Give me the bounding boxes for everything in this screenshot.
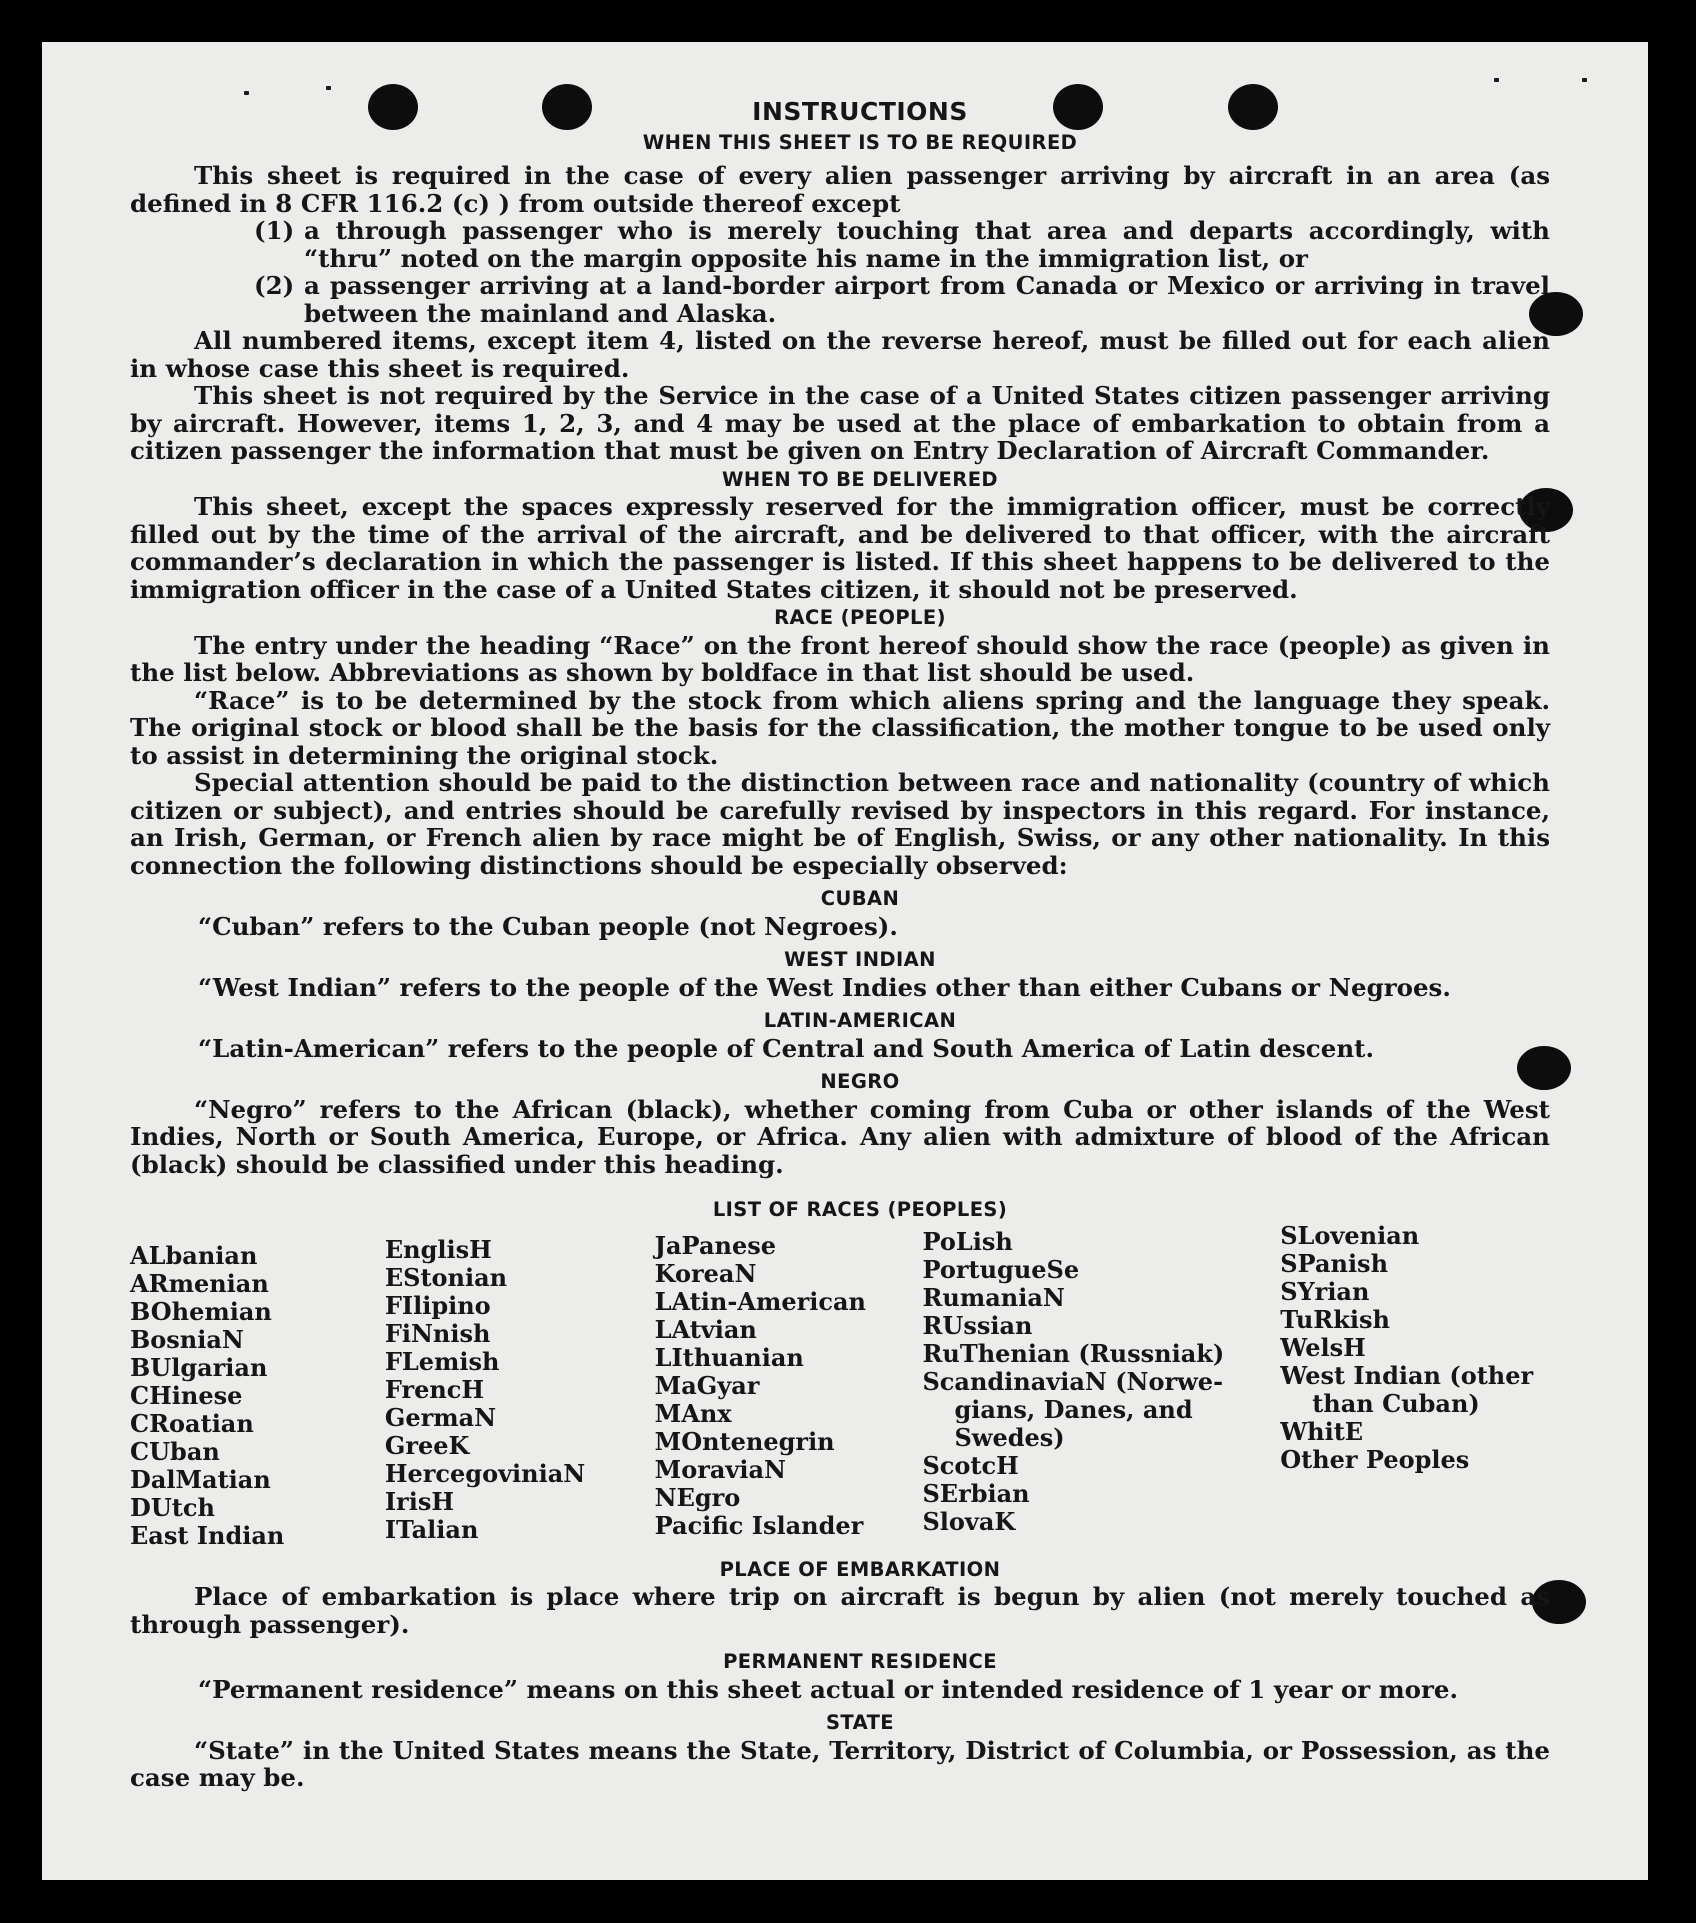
race-entry: Pacific Islander bbox=[654, 1510, 864, 1540]
race-entry: RumaniaN bbox=[922, 1282, 1065, 1312]
race-entry: GermaN bbox=[384, 1402, 497, 1432]
section-heading: STATE bbox=[825, 1711, 895, 1734]
section-heading: PLACE OF EMBARKATION bbox=[719, 1557, 1001, 1581]
race-entry: SlovaK bbox=[922, 1506, 1016, 1536]
race-entry: West Indian (other bbox=[1280, 1360, 1534, 1390]
race-entry: PoLish bbox=[922, 1226, 1013, 1256]
race-entry: CHinese bbox=[130, 1380, 243, 1410]
race-column bbox=[130, 1228, 385, 1550]
race-entry: SErbian bbox=[922, 1478, 1030, 1508]
race-entry: ScandinaviaN (Norwe- bbox=[922, 1366, 1224, 1396]
race-entry: DUtch bbox=[130, 1492, 215, 1522]
race-entry: JaPanese bbox=[654, 1230, 776, 1260]
section-heading: LIST OF RACES (PEOPLES) bbox=[712, 1198, 1008, 1221]
race-entry: LAtvian bbox=[654, 1314, 757, 1344]
paragraph: Special attention should be paid to the distinction between race and nationality (country of which citizen or subject), and entries should be carefully revised by inspectors in this regard. For instance, an Irish, German, or French alien by race might be of English, Swiss, or any other nationality. In this connection the following distinctions should be especially observed: bbox=[130, 768, 1550, 880]
race-entry: MOntenegrin bbox=[654, 1426, 835, 1456]
list-item bbox=[254, 217, 1550, 272]
race-entry: FIlipino bbox=[384, 1290, 491, 1320]
definition: “West Indian” refers to the people of the West Indies other than either Cubans or Negroes. bbox=[198, 972, 1451, 1002]
race-entry: LIthuanian bbox=[654, 1342, 804, 1372]
race-entry: LAtin-American bbox=[654, 1286, 866, 1316]
race-entry: FLemish bbox=[384, 1346, 500, 1376]
speck bbox=[1494, 78, 1499, 82]
race-entry: PortugueSe bbox=[922, 1254, 1080, 1284]
race-entry: than Cuban) bbox=[1312, 1388, 1480, 1418]
section-heading: NEGRO bbox=[820, 1070, 900, 1093]
paragraph: “Race” is to be determined by the stock from which aliens spring and the language they speak. The original stock or blood shall be the basis for the classification, the mother tongue to be used only to assist in determining the original stock. bbox=[130, 685, 1550, 770]
definition: “Cuban” refers to the Cuban people (not Negroes). bbox=[198, 911, 898, 941]
section-heading: WHEN TO BE DELIVERED bbox=[721, 467, 999, 491]
race-entry: EStonian bbox=[384, 1262, 508, 1292]
race-entry: SLovenian bbox=[1280, 1220, 1420, 1250]
item-text: a through passenger who is merely touching that area and departs accordingly, with “thru” noted on the margin opposite his name in the immigration list, or bbox=[304, 216, 1550, 273]
race-entry: ALbanian bbox=[130, 1240, 258, 1270]
race-entry: KoreaN bbox=[654, 1258, 757, 1288]
race-column bbox=[385, 1228, 655, 1550]
race-entry: MoraviaN bbox=[654, 1454, 786, 1484]
race-entry: WhitE bbox=[1280, 1416, 1364, 1446]
section-heading: LATIN-AMERICAN bbox=[763, 1009, 957, 1032]
race-list bbox=[130, 1220, 1550, 1550]
race-entry: ITalian bbox=[384, 1514, 479, 1544]
race-column bbox=[922, 1228, 1280, 1550]
race-entry: WelsH bbox=[1280, 1332, 1366, 1362]
race-entry: East Indian bbox=[130, 1520, 285, 1550]
race-entry: TuRkish bbox=[1280, 1304, 1390, 1334]
instructions-content bbox=[130, 98, 1550, 1792]
definition: “Negro” refers to the African (black), whether coming from Cuba or other islands of the West Indies, North or South America, Europe, or Africa. Any alien with admixture of blood of the African (black) should be classified under this heading. bbox=[130, 1094, 1550, 1179]
page-title: INSTRUCTIONS bbox=[752, 97, 968, 126]
race-column bbox=[1280, 1222, 1550, 1550]
race-entry: BUlgarian bbox=[130, 1352, 268, 1382]
race-entry: SYrian bbox=[1280, 1276, 1370, 1306]
paragraph: All numbered items, except item 4, listed on the reverse hereof, must be filled out for each alien in whose case this sheet is required. bbox=[130, 326, 1550, 383]
section-heading: PERMANENT RESIDENCE bbox=[723, 1650, 997, 1673]
section-heading: RACE (PEOPLE) bbox=[774, 606, 946, 629]
section-heading: WHEN THIS SHEET IS TO BE REQUIRED bbox=[642, 130, 1078, 154]
race-entry: Swedes) bbox=[954, 1422, 1065, 1452]
definition: “State” in the United States means the State, Territory, District of Columbia, or Possession, as the case may be. bbox=[130, 1735, 1550, 1792]
paragraph: The entry under the heading “Race” on the front hereof should show the race (people) as given in the list below. Abbreviations as shown by boldface in that list should be used. bbox=[130, 630, 1550, 687]
race-entry: GreeK bbox=[384, 1430, 470, 1460]
race-column bbox=[655, 1228, 923, 1550]
race-entry: SPanish bbox=[1280, 1248, 1389, 1278]
race-entry: FrencH bbox=[384, 1374, 485, 1404]
race-entry: ARmenian bbox=[130, 1268, 269, 1298]
race-entry: FiNnish bbox=[384, 1318, 491, 1348]
race-entry: EnglisH bbox=[384, 1234, 492, 1264]
race-entry: CUban bbox=[130, 1436, 220, 1466]
list-item bbox=[254, 272, 1550, 327]
race-entry: RUssian bbox=[922, 1310, 1033, 1340]
race-entry: HercegoviniaN bbox=[384, 1458, 586, 1488]
paragraph: This sheet is not required by the Service in the case of a United States citizen passenger arriving by aircraft. However, items 1, 2, 3, and 4 may be used at the place of embarkation to obtain from a citizen passenger the information that must be given on Entry Declaration of Aircraft Commander. bbox=[130, 381, 1550, 465]
race-entry: gians, Danes, and bbox=[954, 1394, 1193, 1424]
race-entry: BosniaN bbox=[130, 1324, 244, 1354]
race-entry: MaGyar bbox=[654, 1370, 760, 1400]
definition: Place of embarkation is place where trip on aircraft is begun by alien (not merely touched as through passenger). bbox=[130, 1582, 1550, 1639]
definition: “Permanent residence” means on this sheet actual or intended residence of 1 year or more. bbox=[198, 1674, 1459, 1704]
section-heading: CUBAN bbox=[820, 887, 900, 910]
definition: “Latin-American” refers to the people of Central and South America of Latin descent. bbox=[198, 1033, 1374, 1063]
speck bbox=[1582, 78, 1587, 82]
race-entry: MAnx bbox=[654, 1398, 732, 1428]
paragraph: This sheet, except the spaces expressly reserved for the immigration officer, must be correctly filled out by the time of the arrival of the aircraft, and be delivered to that officer, with the aircraft commander’s declaration in which the passenger is listed. If this sheet happens to be delivered to the immigration officer in the case of a United States citizen, it should not be preserved. bbox=[130, 492, 1550, 604]
item-number: (2) bbox=[254, 271, 295, 300]
race-entry: DalMatian bbox=[130, 1464, 271, 1494]
race-entry: NEgro bbox=[654, 1482, 741, 1512]
section-heading: WEST INDIAN bbox=[784, 948, 936, 971]
race-entry: IrisH bbox=[384, 1486, 455, 1516]
race-entry: Other Peoples bbox=[1280, 1444, 1470, 1474]
race-entry: CRoatian bbox=[130, 1408, 254, 1438]
race-entry: RuThenian (Russniak) bbox=[922, 1338, 1225, 1368]
speck bbox=[244, 91, 249, 95]
paragraph: This sheet is required in the case of every alien passenger arriving by aircraft in an area (as defined in 8 CFR 116.2 (c) ) from outside thereof except bbox=[130, 161, 1550, 218]
item-number: (1) bbox=[254, 216, 295, 245]
item-text: a passenger arriving at a land-border airport from Canada or Mexico or arriving in travel between the mainland and Alaska. bbox=[304, 271, 1550, 328]
race-entry: ScotcH bbox=[922, 1450, 1019, 1480]
speck bbox=[326, 86, 331, 90]
race-entry: BOhemian bbox=[130, 1296, 272, 1326]
